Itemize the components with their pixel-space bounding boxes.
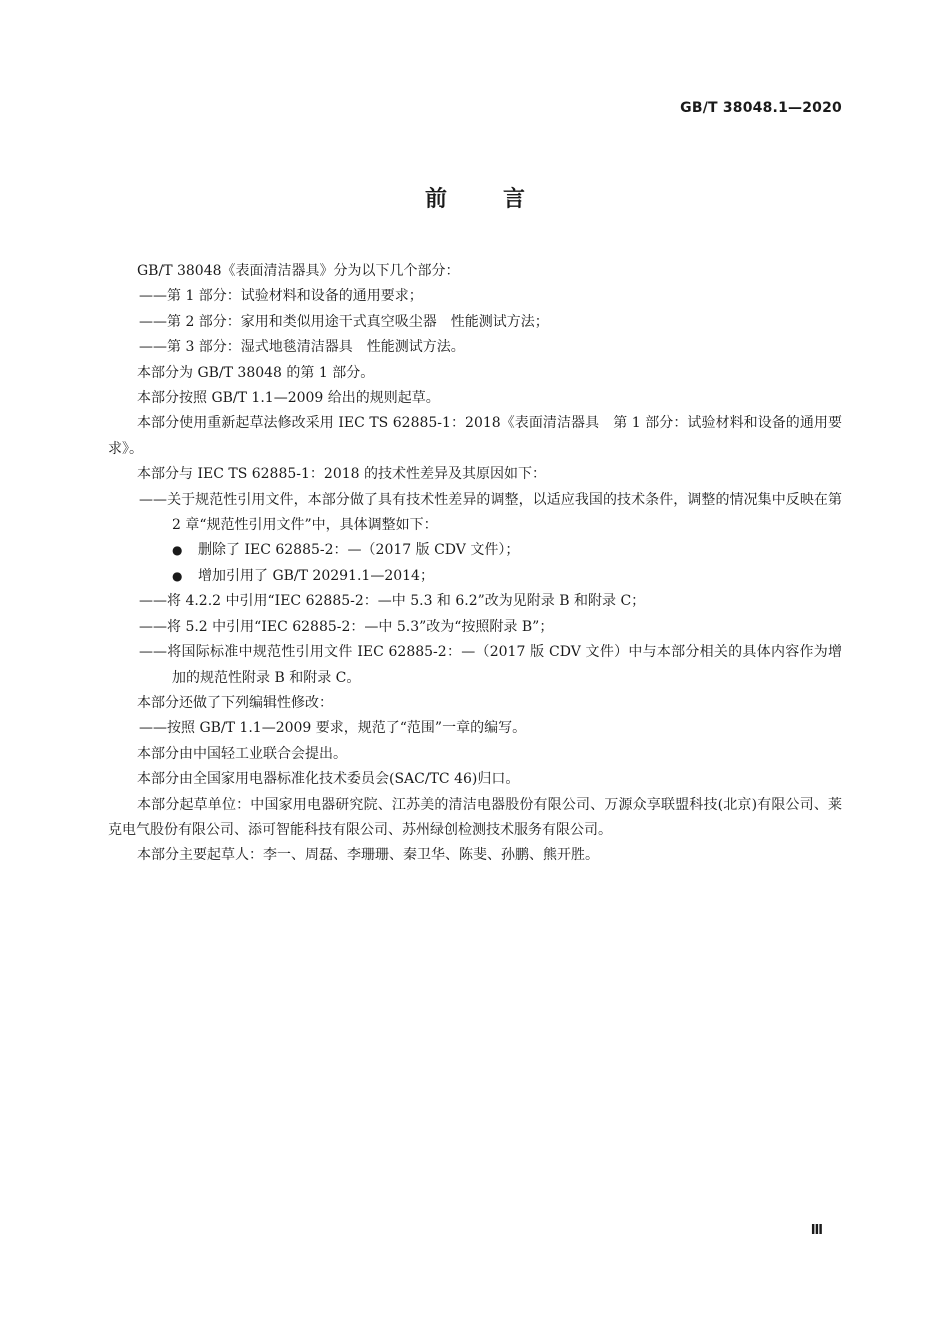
paragraph: 本部分由中国轻工业联合会提出。: [137, 745, 347, 762]
bullet-item: [108, 564, 842, 589]
list-item: ——关于规范性引用文件，本部分做了具有技术性差异的调整，以适应我国的技术条件，调整的情况集中反映在第 2 章“规范性引用文件”中，具体调整如下：: [139, 491, 842, 534]
list-item: ——第 1 部分：试验材料和设备的通用要求；: [139, 288, 423, 305]
paragraph: 本部分还做了下列编辑性修改：: [137, 694, 333, 711]
paragraph: 本部分为 GB/T 38048 的第 1 部分。: [137, 364, 375, 381]
paragraph: 本部分按照 GB/T 1.1—2009 给出的规则起草。: [137, 390, 440, 407]
bullet-text: 增加引用了 GB/T 20291.1—2014；: [198, 567, 434, 584]
paragraph: 本部分使用重新起草法修改采用 IEC TS 62885-1：2018《表面清洁器具 第 1 部分：试验材料和设备的通用要求》。: [108, 415, 842, 457]
paragraph: 本部分与 IEC TS 62885-1：2018 的技术性差异及其原因如下：: [137, 466, 546, 483]
bullet-icon: ●: [172, 568, 183, 583]
paragraph: 本部分起草单位：中国家用电器研究院、江苏美的清洁电器股份有限公司、万源众享联盟科技(北京)有限公司、莱克电气股份有限公司、添可智能科技有限公司、苏州绿创检测技术服务有限公司。: [108, 796, 842, 838]
bullet-text: 删除了 IEC 62885-2：—（2017 版 CDV 文件）；: [198, 542, 520, 559]
paragraph: GB/T 38048《表面清洁器具》分为以下几个部分：: [137, 263, 460, 279]
list-item: ——将 4.2.2 中引用“IEC 62885-2：—中 5.3 和 6.2”改为见附录 B 和附录 C；: [139, 593, 646, 610]
page-title: 前言: [424, 187, 581, 212]
bullet-icon: ●: [172, 543, 183, 558]
document-body: [108, 259, 842, 869]
list-item: ——第 3 部分：湿式地毯清洁器具 性能测试方法。: [139, 339, 465, 356]
list-item: ——将国际标准中规范性引用文件 IEC 62885-2：—（2017 版 CDV 文件）中与本部分相关的具体内容作为增加的规范性附录 B 和附录 C。: [139, 644, 842, 686]
bullet-item: [108, 538, 842, 563]
page-number: Ⅲ: [810, 1223, 823, 1238]
standard-number: GB/T 38048.1—2020: [680, 100, 842, 116]
list-item: ——将 5.2 中引用“IEC 62885-2：—中 5.3”改为“按照附录 B”；: [139, 618, 554, 635]
paragraph: 本部分由全国家用电器标准化技术委员会(SAC/TC 46)归口。: [137, 771, 520, 788]
list-item: ——第 2 部分：家用和类似用途干式真空吸尘器 性能测试方法；: [139, 313, 549, 330]
list-item: ——按照 GB/T 1.1—2009 要求，规范了“范围”一章的编写。: [139, 720, 527, 737]
paragraph: 本部分主要起草人：李一、周磊、李珊珊、秦卫华、陈斐、孙鹏、熊开胜。: [137, 847, 599, 864]
